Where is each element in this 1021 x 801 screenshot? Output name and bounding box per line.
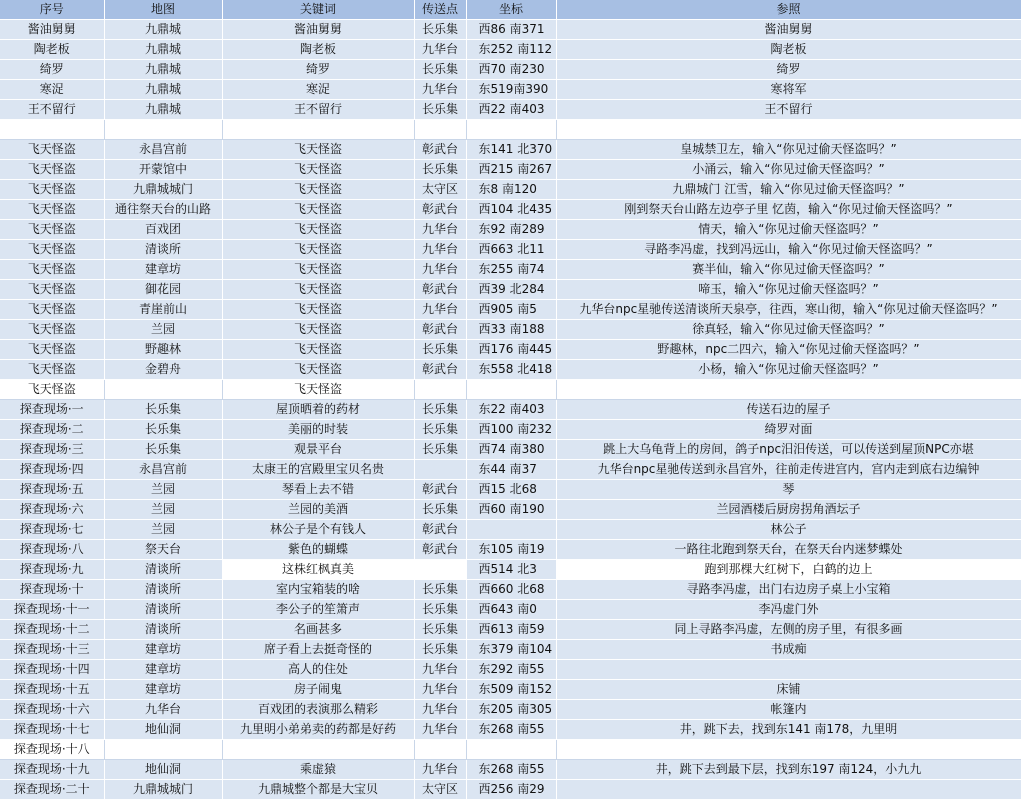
cell-coords: 西660 北68	[466, 580, 556, 600]
cell-map: 长乐集	[104, 440, 222, 460]
cell-keyword: 酱油舅舅	[222, 20, 414, 40]
cell-coords: 东268 南55	[466, 760, 556, 780]
cell-coords: 西613 南59	[466, 620, 556, 640]
col-header-index: 序号	[0, 0, 104, 20]
cell-index: 探查现场·十七	[0, 720, 104, 740]
cell-keyword: 飞天怪盗	[222, 380, 414, 400]
cell-reference: 帐篷内	[556, 700, 1021, 720]
cell-keyword: 九里明小弟弟卖的药都是好药	[222, 720, 414, 740]
cell-reference: 徐真轻，输入“你见过偷天怪盗吗？”	[556, 320, 1021, 340]
cell-teleport: 彰武台	[414, 280, 466, 300]
table-row	[0, 120, 1021, 140]
cell-teleport: 长乐集	[414, 580, 466, 600]
cell-map: 九鼎城	[104, 60, 222, 80]
cell-reference: 井，跳下去到最下层，找到东197 南124，小九九	[556, 760, 1021, 780]
table-row	[0, 620, 1021, 640]
col-header-teleport: 传送点	[414, 0, 466, 20]
cell-reference	[556, 380, 1021, 400]
cell-index: 探查现场·十二	[0, 620, 104, 640]
cell-index: 探查现场·十四	[0, 660, 104, 680]
cell-coords: 西215 南267	[466, 160, 556, 180]
cell-teleport: 长乐集	[414, 620, 466, 640]
cell-map: 建章坊	[104, 660, 222, 680]
cell-coords: 东205 南305	[466, 700, 556, 720]
table-row	[0, 780, 1021, 800]
cell-coords: 东509 南152	[466, 680, 556, 700]
cell-coords: 东8 南120	[466, 180, 556, 200]
cell-index: 探查现场·八	[0, 540, 104, 560]
cell-coords: 东519南390	[466, 80, 556, 100]
cell-coords: 西60 南190	[466, 500, 556, 520]
cell-teleport: 长乐集	[414, 20, 466, 40]
cell-teleport: 九华台	[414, 680, 466, 700]
cell-keyword: 林公子是个有钱人	[222, 520, 414, 540]
table-row	[0, 440, 1021, 460]
cell-keyword: 王不留行	[222, 100, 414, 120]
cell-reference: 跑到那棵大红树下，白鹤的边上	[556, 560, 1021, 580]
cell-keyword: 席子看上去挺奇怪的	[222, 640, 414, 660]
cell-index: 飞天怪盗	[0, 300, 104, 320]
col-header-coords: 坐标	[466, 0, 556, 20]
cell-index: 探查现场·九	[0, 560, 104, 580]
cell-coords: 西663 北11	[466, 240, 556, 260]
cell-map	[104, 740, 222, 760]
cell-map: 九鼎城城门	[104, 780, 222, 800]
cell-keyword: 观景平台	[222, 440, 414, 460]
cell-map: 兰园	[104, 520, 222, 540]
cell-reference: 跳上大乌龟背上的房间，鸽子npc汨汨传送，可以传送到屋顶NPC亦堪	[556, 440, 1021, 460]
cell-keyword: 房子闹鬼	[222, 680, 414, 700]
cell-coords: 东105 南19	[466, 540, 556, 560]
table-row	[0, 680, 1021, 700]
cell-coords: 东268 南55	[466, 720, 556, 740]
table-row	[0, 60, 1021, 80]
cell-index: 飞天怪盗	[0, 140, 104, 160]
cell-index: 王不留行	[0, 100, 104, 120]
cell-map: 长乐集	[104, 420, 222, 440]
cell-teleport: 长乐集	[414, 420, 466, 440]
cell-reference: 赛半仙，输入“你见过偷天怪盗吗？”	[556, 260, 1021, 280]
cell-keyword	[222, 120, 414, 140]
cell-teleport	[414, 740, 466, 760]
cell-index: 飞天怪盗	[0, 200, 104, 220]
cell-keyword: 飞天怪盗	[222, 220, 414, 240]
cell-reference: 琴	[556, 480, 1021, 500]
table-row	[0, 20, 1021, 40]
cell-map: 九鼎城	[104, 40, 222, 60]
cell-teleport: 长乐集	[414, 400, 466, 420]
cell-index: 探查现场·三	[0, 440, 104, 460]
cell-reference: 九华台npc星驰传送到永昌宫外，往前走传进宫内，宫内走到底右边编钟	[556, 460, 1021, 480]
cell-map: 兰园	[104, 500, 222, 520]
cell-index: 飞天怪盗	[0, 160, 104, 180]
cell-index: 探查现场·六	[0, 500, 104, 520]
cell-reference: 兰园酒楼后厨房拐角酒坛子	[556, 500, 1021, 520]
cell-reference: 床铺	[556, 680, 1021, 700]
cell-coords: 西74 南380	[466, 440, 556, 460]
cell-teleport: 长乐集	[414, 160, 466, 180]
table-row	[0, 140, 1021, 160]
cell-teleport: 长乐集	[414, 340, 466, 360]
cell-reference: 绮罗	[556, 60, 1021, 80]
table-row	[0, 300, 1021, 320]
cell-coords: 西256 南29	[466, 780, 556, 800]
cell-keyword: 名画甚多	[222, 620, 414, 640]
cell-reference: 啼玉，输入“你见过偷天怪盗吗？”	[556, 280, 1021, 300]
table-row	[0, 340, 1021, 360]
cell-keyword: 李公子的笙箫声	[222, 600, 414, 620]
cell-map: 祭天台	[104, 540, 222, 560]
cell-reference: 李冯虚门外	[556, 600, 1021, 620]
cell-keyword: 紫色的蝴蝶	[222, 540, 414, 560]
table-row	[0, 740, 1021, 760]
cell-map: 建章坊	[104, 680, 222, 700]
cell-reference	[556, 740, 1021, 760]
cell-teleport: 彰武台	[414, 540, 466, 560]
cell-keyword: 高人的住处	[222, 660, 414, 680]
cell-reference: 九鼎城门 江雪，输入“你见过偷天怪盗吗？”	[556, 180, 1021, 200]
cell-index: 探查现场·十六	[0, 700, 104, 720]
table-row	[0, 600, 1021, 620]
cell-reference: 小杨，输入“你见过偷天怪盗吗？”	[556, 360, 1021, 380]
cell-teleport	[414, 460, 466, 480]
cell-map	[104, 380, 222, 400]
cell-teleport: 长乐集	[414, 440, 466, 460]
cell-reference: 九华台npc星驰传送清谈所天泉亭，往西，寒山彻，输入“你见过偷天怪盗吗？”	[556, 300, 1021, 320]
cell-keyword: 乘虚猿	[222, 760, 414, 780]
cell-teleport: 长乐集	[414, 640, 466, 660]
cell-reference: 传送石边的屋子	[556, 400, 1021, 420]
cell-keyword: 飞天怪盗	[222, 140, 414, 160]
cell-map: 御花园	[104, 280, 222, 300]
table-body	[0, 20, 1021, 800]
cell-teleport	[414, 380, 466, 400]
cell-index: 探查现场·四	[0, 460, 104, 480]
cell-coords	[466, 120, 556, 140]
table-row	[0, 40, 1021, 60]
cell-keyword: 飞天怪盗	[222, 180, 414, 200]
cell-map: 地仙洞	[104, 720, 222, 740]
cell-reference: 刚到祭天台山路左边亭子里 忆茵，输入“你见过偷天怪盗吗？”	[556, 200, 1021, 220]
cell-keyword: 九鼎城整个都是大宝贝	[222, 780, 414, 800]
table-row	[0, 560, 1021, 580]
table-row	[0, 580, 1021, 600]
table-row	[0, 520, 1021, 540]
cell-keyword: 绮罗	[222, 60, 414, 80]
cell-coords: 东379 南104	[466, 640, 556, 660]
cell-coords: 西100 南232	[466, 420, 556, 440]
cell-coords	[466, 380, 556, 400]
cell-index: 探查现场·十九	[0, 760, 104, 780]
cell-teleport: 九华台	[414, 220, 466, 240]
cell-reference: 王不留行	[556, 100, 1021, 120]
cell-coords: 西643 南0	[466, 600, 556, 620]
cell-index: 飞天怪盗	[0, 320, 104, 340]
cell-index: 飞天怪盗	[0, 220, 104, 240]
cell-teleport	[414, 560, 466, 580]
cell-index: 探查现场·十五	[0, 680, 104, 700]
cell-teleport: 九华台	[414, 80, 466, 100]
cell-keyword: 飞天怪盗	[222, 360, 414, 380]
cell-index: 寒浞	[0, 80, 104, 100]
cell-keyword: 太康王的宫殿里宝贝名贵	[222, 460, 414, 480]
cell-coords: 西22 南403	[466, 100, 556, 120]
cell-teleport: 长乐集	[414, 100, 466, 120]
cell-keyword: 琴看上去不错	[222, 480, 414, 500]
cell-coords: 西104 北435	[466, 200, 556, 220]
cell-reference: 寒将军	[556, 80, 1021, 100]
col-header-map: 地图	[104, 0, 222, 20]
cell-reference: 皇城禁卫左，输入“你见过偷天怪盗吗？”	[556, 140, 1021, 160]
table-row	[0, 380, 1021, 400]
cell-coords: 东558 北418	[466, 360, 556, 380]
cell-reference	[556, 120, 1021, 140]
cell-index: 探查现场·十八	[0, 740, 104, 760]
cell-map: 青崖前山	[104, 300, 222, 320]
cell-coords	[466, 740, 556, 760]
col-header-keyword: 关键词	[222, 0, 414, 20]
table-row	[0, 400, 1021, 420]
cell-map: 清谈所	[104, 240, 222, 260]
cell-map: 九鼎城	[104, 100, 222, 120]
cell-coords: 东44 南37	[466, 460, 556, 480]
table-row	[0, 160, 1021, 180]
table-row	[0, 540, 1021, 560]
cell-map: 兰园	[104, 320, 222, 340]
table-row	[0, 500, 1021, 520]
cell-teleport: 长乐集	[414, 600, 466, 620]
header-row	[0, 0, 1021, 20]
cell-teleport: 长乐集	[414, 500, 466, 520]
cell-map: 九鼎城	[104, 20, 222, 40]
cell-keyword: 飞天怪盗	[222, 200, 414, 220]
cell-index: 探查现场·一	[0, 400, 104, 420]
cell-teleport: 九华台	[414, 760, 466, 780]
cell-coords: 西514 北3	[466, 560, 556, 580]
cell-coords: 西15 北68	[466, 480, 556, 500]
cell-reference: 小涌云，输入“你见过偷天怪盗吗？”	[556, 160, 1021, 180]
cell-reference: 书成痴	[556, 640, 1021, 660]
cell-keyword: 飞天怪盗	[222, 320, 414, 340]
cell-map: 清谈所	[104, 600, 222, 620]
cell-index: 探查现场·七	[0, 520, 104, 540]
cell-index: 飞天怪盗	[0, 180, 104, 200]
cell-keyword: 飞天怪盗	[222, 280, 414, 300]
cell-map: 地仙洞	[104, 760, 222, 780]
cell-index: 飞天怪盗	[0, 240, 104, 260]
cell-reference: 同上寻路李冯虚，左侧的房子里，有很多画	[556, 620, 1021, 640]
cell-map: 九鼎城	[104, 80, 222, 100]
cell-index: 绮罗	[0, 60, 104, 80]
cell-reference: 陶老板	[556, 40, 1021, 60]
cell-coords: 东255 南74	[466, 260, 556, 280]
cell-keyword: 屋顶晒着的药材	[222, 400, 414, 420]
cell-reference: 野趣林，npc二四六，输入“你见过偷天怪盗吗？”	[556, 340, 1021, 360]
cell-map: 兰园	[104, 480, 222, 500]
cell-map: 永昌宫前	[104, 460, 222, 480]
cell-map: 野趣林	[104, 340, 222, 360]
cell-index: 飞天怪盗	[0, 380, 104, 400]
cell-teleport: 彰武台	[414, 320, 466, 340]
cell-reference: 林公子	[556, 520, 1021, 540]
cell-keyword: 兰园的美酒	[222, 500, 414, 520]
cell-teleport: 太守区	[414, 780, 466, 800]
cell-keyword: 这株红枫真美	[222, 560, 414, 580]
cell-keyword: 陶老板	[222, 40, 414, 60]
cell-index: 飞天怪盗	[0, 340, 104, 360]
cell-teleport	[414, 120, 466, 140]
cell-index: 探查现场·五	[0, 480, 104, 500]
cell-reference: 情天，输入“你见过偷天怪盗吗？”	[556, 220, 1021, 240]
table-row	[0, 100, 1021, 120]
cell-index: 飞天怪盗	[0, 260, 104, 280]
cell-reference: 寻路李冯虚，找到冯远山，输入“你见过偷天怪盗吗？”	[556, 240, 1021, 260]
cell-index: 探查现场·二十	[0, 780, 104, 800]
cell-map: 永昌宫前	[104, 140, 222, 160]
cell-teleport: 长乐集	[414, 60, 466, 80]
cell-coords: 西176 南445	[466, 340, 556, 360]
cell-reference: 绮罗对面	[556, 420, 1021, 440]
cell-index: 飞天怪盗	[0, 360, 104, 380]
cell-coords: 东141 北370	[466, 140, 556, 160]
cell-reference: 酱油舅舅	[556, 20, 1021, 40]
table-row	[0, 320, 1021, 340]
cell-keyword	[222, 740, 414, 760]
cell-map: 清谈所	[104, 560, 222, 580]
table-row	[0, 260, 1021, 280]
cell-map: 通往祭天台的山路	[104, 200, 222, 220]
cell-teleport: 九华台	[414, 300, 466, 320]
table-row	[0, 180, 1021, 200]
cell-teleport: 彰武台	[414, 520, 466, 540]
cell-teleport: 彰武台	[414, 200, 466, 220]
table-row	[0, 200, 1021, 220]
cell-index: 陶老板	[0, 40, 104, 60]
table-row	[0, 640, 1021, 660]
table-row	[0, 220, 1021, 240]
cell-index: 探查现场·十三	[0, 640, 104, 660]
cell-index: 飞天怪盗	[0, 280, 104, 300]
table-row	[0, 420, 1021, 440]
cell-keyword: 百戏团的表演那么精彩	[222, 700, 414, 720]
table-row	[0, 280, 1021, 300]
cell-keyword: 飞天怪盗	[222, 260, 414, 280]
cell-teleport: 九华台	[414, 40, 466, 60]
cell-index: 酱油舅舅	[0, 20, 104, 40]
table-row	[0, 460, 1021, 480]
cell-teleport: 九华台	[414, 240, 466, 260]
cell-teleport: 九华台	[414, 660, 466, 680]
cell-reference	[556, 660, 1021, 680]
cell-index	[0, 120, 104, 140]
cell-map: 百戏团	[104, 220, 222, 240]
cell-map: 开蒙馆中	[104, 160, 222, 180]
cell-keyword: 飞天怪盗	[222, 160, 414, 180]
table-row	[0, 240, 1021, 260]
col-header-reference: 参照	[556, 0, 1021, 20]
cell-keyword: 室内宝箱装的啥	[222, 580, 414, 600]
cell-index: 探查现场·十一	[0, 600, 104, 620]
cell-coords: 西39 北284	[466, 280, 556, 300]
cell-map: 清谈所	[104, 580, 222, 600]
cell-map: 清谈所	[104, 620, 222, 640]
cell-teleport: 彰武台	[414, 480, 466, 500]
cell-keyword: 美丽的时装	[222, 420, 414, 440]
cell-teleport: 太守区	[414, 180, 466, 200]
cell-reference: 井，跳下去，找到东141 南178，九里明	[556, 720, 1021, 740]
cell-coords	[466, 520, 556, 540]
table-row	[0, 700, 1021, 720]
cell-coords: 西33 南188	[466, 320, 556, 340]
table-row	[0, 480, 1021, 500]
cell-coords: 西905 南5	[466, 300, 556, 320]
cell-coords: 东252 南112	[466, 40, 556, 60]
cell-keyword: 飞天怪盗	[222, 300, 414, 320]
cell-reference: 寻路李冯虚，出门右边房子桌上小宝箱	[556, 580, 1021, 600]
cell-teleport: 九华台	[414, 260, 466, 280]
cell-reference: 一路往北跑到祭天台，在祭天台内迷梦蝶处	[556, 540, 1021, 560]
cell-teleport: 九华台	[414, 720, 466, 740]
cell-teleport: 彰武台	[414, 360, 466, 380]
cell-coords: 东292 南55	[466, 660, 556, 680]
cell-index: 探查现场·十	[0, 580, 104, 600]
cell-keyword: 寒浞	[222, 80, 414, 100]
cell-map: 金碧舟	[104, 360, 222, 380]
cell-coords: 西86 南371	[466, 20, 556, 40]
cell-keyword: 飞天怪盗	[222, 240, 414, 260]
table-row	[0, 660, 1021, 680]
cell-map: 建章坊	[104, 260, 222, 280]
cell-map: 九鼎城城门	[104, 180, 222, 200]
cell-map: 建章坊	[104, 640, 222, 660]
cell-teleport: 九华台	[414, 700, 466, 720]
cell-teleport: 彰武台	[414, 140, 466, 160]
table-row	[0, 720, 1021, 740]
cell-map: 九华台	[104, 700, 222, 720]
cell-coords: 西70 南230	[466, 60, 556, 80]
table-row	[0, 360, 1021, 380]
cell-keyword: 飞天怪盗	[222, 340, 414, 360]
cell-index: 探查现场·二	[0, 420, 104, 440]
cell-coords: 东22 南403	[466, 400, 556, 420]
cell-map: 长乐集	[104, 400, 222, 420]
cell-map	[104, 120, 222, 140]
cell-reference	[556, 780, 1021, 800]
table-row	[0, 80, 1021, 100]
cell-coords: 东92 南289	[466, 220, 556, 240]
table-row	[0, 760, 1021, 780]
